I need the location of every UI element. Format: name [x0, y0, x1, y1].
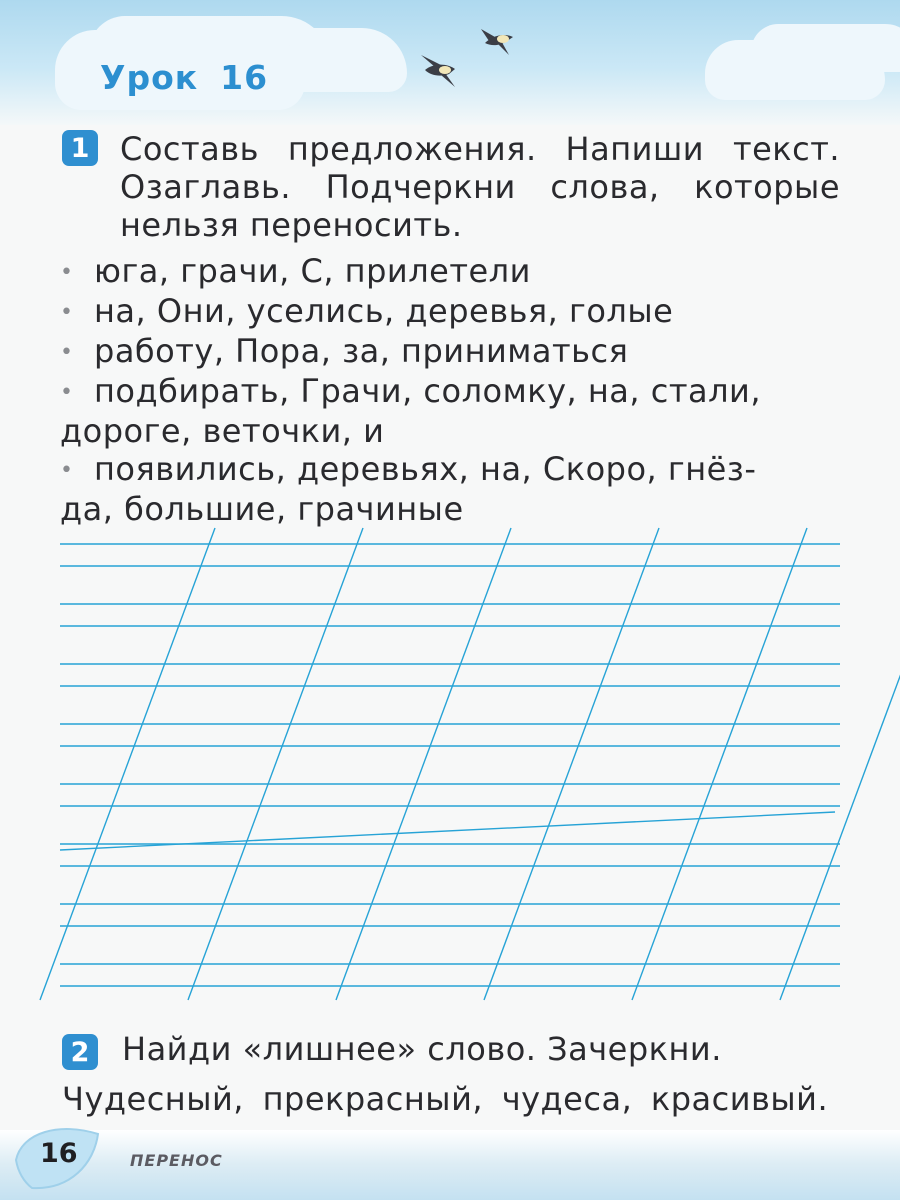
- slant-guide-line: [336, 528, 511, 1000]
- page-number: 16: [40, 1138, 78, 1169]
- slant-guide-line: [780, 528, 900, 1000]
- lesson-number: 16: [220, 58, 269, 97]
- task1-number-badge: 1: [62, 130, 98, 166]
- task2-number-badge: 2: [62, 1034, 98, 1070]
- word-set-text: на, Они, уселись, деревья, голые: [94, 292, 674, 330]
- slant-guide-line: [40, 528, 215, 1000]
- task2-words[interactable]: Чудесный, прекрасный, чудеса, красивый.: [62, 1080, 829, 1118]
- lesson-word: Урок: [100, 58, 199, 97]
- task1-instruction-line-1: Составь предложения. Напиши текст.: [120, 130, 840, 168]
- word-set-text: юга, грачи, С, прилетели: [94, 252, 531, 290]
- slant-guide-line: [632, 528, 807, 1000]
- task1-instruction-line-3: нельзя переносить.: [120, 206, 463, 244]
- bullet-icon: •: [60, 300, 74, 325]
- task1-instruction-line-2: Озаглавь. Подчеркни слова, которые: [120, 168, 840, 206]
- task2-instruction: Найди «лишнее» слово. Зачеркни.: [122, 1030, 722, 1068]
- word-set-text: работу, Пора, за, приниматься: [94, 332, 629, 370]
- footer-section-label: ПЕРЕНОС: [130, 1151, 223, 1170]
- bullet-icon: •: [60, 380, 74, 405]
- word-set-text: появились, деревьях, на, Скоро, гнёз-: [94, 450, 757, 488]
- bullet-icon: •: [60, 458, 74, 483]
- bullet-icon: •: [60, 340, 74, 365]
- slant-guide-line: [188, 528, 363, 1000]
- word-set-4-continued: дороге, веточки, и: [60, 412, 385, 450]
- bullet-icon: •: [60, 260, 74, 285]
- word-set-text: подбирать, Грачи, соломку, на, стали,: [94, 372, 761, 410]
- slant-guide-line: [484, 528, 659, 1000]
- word-set-5-continued: да, большие, грачиные: [60, 490, 464, 528]
